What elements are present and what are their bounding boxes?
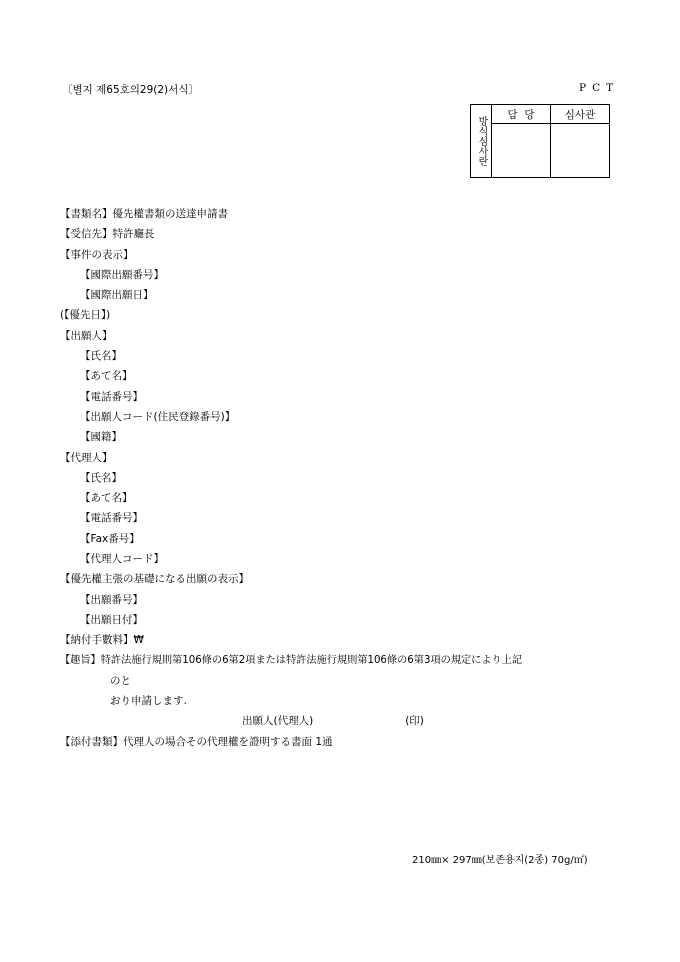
intl-application-number-field: 【國際出願番号】 [80, 268, 164, 281]
applicant-code-field: 【出願人コード(住民登錄番号)】 [80, 410, 236, 423]
doc-title-line: 【書類名】優先權書類の送達申請書 [60, 208, 228, 220]
approval-col-examiner: 심사관 [551, 105, 610, 124]
agent-name-field: 【氏名】 [80, 471, 122, 484]
approval-col-manager: 담 당 [492, 105, 551, 124]
applicant-phone-field: 【電話番号】 [80, 390, 143, 403]
priority-basis-heading: 【優先權主張の基礎になる出願の表示】 [60, 573, 249, 586]
agent-phone-field: 【電話番号】 [80, 512, 143, 525]
document-body [60, 204, 522, 752]
basis-application-number-field: 【出願番号】 [80, 593, 143, 606]
fee-line: 【納付手數料】₩ [60, 634, 144, 647]
case-display-heading: 【事件の表示】 [60, 248, 134, 261]
agent-code-field: 【代理人コード】 [80, 553, 164, 566]
attachments-line: 【添付書類】代理人の場合その代理權を證明する書面 1通 [60, 735, 333, 748]
signatory-label: 出願人(代理人) [242, 715, 314, 728]
approval-cell-manager [492, 124, 551, 178]
recipient-line: 【受信先】特許廳長 [60, 228, 155, 241]
priority-date-field: (【優先日】) [60, 309, 111, 322]
approval-box [470, 104, 610, 178]
purpose-line-cont-1: のと [110, 674, 131, 687]
purpose-line-cont-2: おり申請します. [110, 695, 187, 708]
approval-side-label: 방식심사란 [471, 105, 492, 178]
approval-cell-examiner [551, 124, 610, 178]
applicant-name-field: 【氏名】 [80, 350, 122, 363]
signature-line [60, 711, 522, 731]
seal-mark: (印) [405, 715, 424, 728]
basis-application-date-field: 【出願日付】 [80, 613, 143, 626]
purpose-line: 【趣旨】特許法施行規則第106條の6第2項または特許法施行規則第106條の6第3項の規定により上記 [60, 654, 523, 666]
agent-heading: 【代理人】 [60, 451, 113, 464]
applicant-address-field: 【あて名】 [80, 370, 133, 383]
form-number: 〔별지 제65호의29(2)서식〕 [62, 84, 199, 96]
intl-application-date-field: 【國際出願日】 [80, 289, 154, 302]
agent-fax-field: 【Fax番号】 [80, 532, 140, 545]
applicant-heading: 【出願人】 [60, 329, 113, 342]
agent-address-field: 【あて名】 [80, 492, 133, 505]
nationality-field: 【國籍】 [80, 431, 122, 444]
pct-label: PCT [579, 82, 620, 94]
paper-spec: 210㎜× 297㎜(보존용지(2종) 70g/㎡) [412, 855, 588, 866]
